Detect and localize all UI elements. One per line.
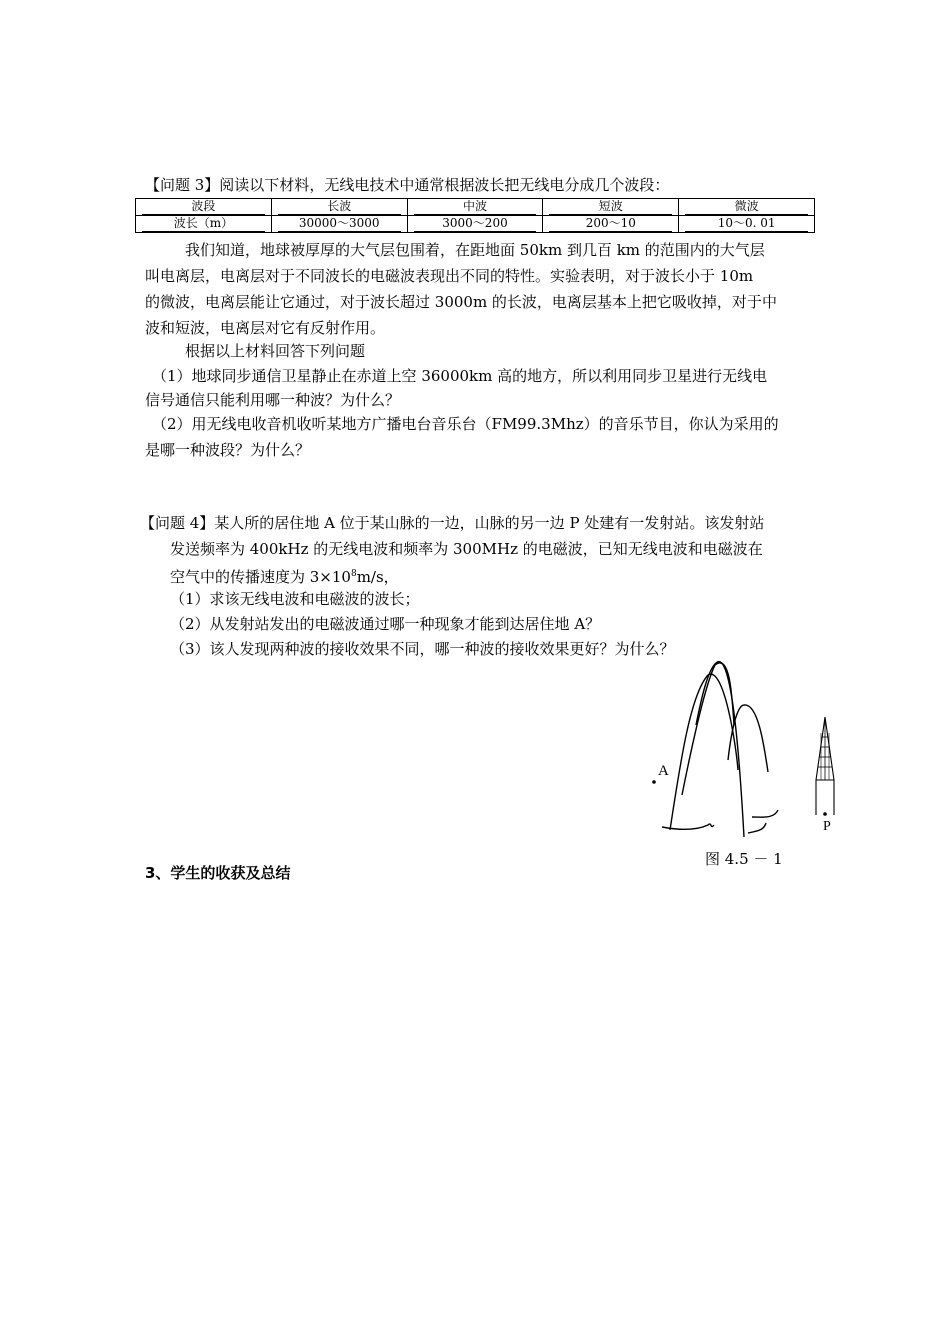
table-header-row xyxy=(136,199,815,216)
point-p-label: P xyxy=(823,819,831,834)
ground-line xyxy=(752,810,778,817)
q3-prompt: 根据以上材料回答下列问题 xyxy=(185,342,366,360)
figure-caption: 图 4.5 － 1 xyxy=(705,850,783,868)
q4-sub-question: （3）该人发现两种波的接收效果不同，哪一种波的接收效果更好？为什么？ xyxy=(170,640,675,658)
q4-line: 【问题 4】某人所的居住地 A 位于某山脉的一边，山脉的另一边 P 处建有一发射站。该发射站 xyxy=(140,514,765,532)
table-cell: 微波 xyxy=(679,199,815,216)
section-3-heading: 3、学生的收获及总结 xyxy=(145,864,291,882)
mountain-transmitter-figure xyxy=(640,655,850,840)
mountain-outline xyxy=(696,662,744,837)
q4-sub-question: （2）从发射站发出的电磁波通过哪一种现象才能到达居住地 A？ xyxy=(170,615,601,633)
q3-question-2-cont: 是哪一种波段？为什么？ xyxy=(145,441,311,459)
table-cell: 波长（m） xyxy=(136,216,272,233)
mountain-outline xyxy=(682,663,734,795)
q3-question-1: （1）地球同步通信卫星静止在赤道上空 36000km 高的地方，所以利用同步卫星进行无线电 xyxy=(152,367,768,385)
table-cell: 3000～200 xyxy=(407,216,543,233)
point-a-label: A xyxy=(658,763,669,779)
q3-paragraph-line: 的微波，电离层能让它通过，对于波长超过 3000m 的长波，电离层基本上把它吸收掉，对于中 xyxy=(145,293,777,311)
q4-line: 发送频率为 400kHz 的无线电波和频率为 300MHz 的电磁波，已知无线电波和电磁波在 xyxy=(170,540,763,558)
q3-paragraph-line: 叫电离层，电离层对于不同波长的电磁波表现出不同的特性。实验表明，对于波长小于 10m xyxy=(145,267,754,285)
table-cell: 长波 xyxy=(271,199,407,216)
table-cell: 中波 xyxy=(407,199,543,216)
table-row xyxy=(136,216,815,233)
point-a-marker xyxy=(652,780,656,784)
q4-sub-question: （1）求该无线电波和电磁波的波长； xyxy=(170,590,420,608)
table-cell: 30000～3000 xyxy=(271,216,407,233)
table-cell: 短波 xyxy=(543,199,679,216)
table-cell: 波段 xyxy=(136,199,272,216)
q3-paragraph-line: 波和短波，电离层对它有反射作用。 xyxy=(145,319,386,337)
table-cell: 200～10 xyxy=(543,216,679,233)
ground-line xyxy=(748,823,766,833)
q3-intro: 【问题 3】阅读以下材料，无线电技术中通常根据波长把无线电分成几个波段： xyxy=(145,176,670,194)
q3-question-1-cont: 信号通信只能利用哪一种波？为什么？ xyxy=(145,391,401,409)
q3-paragraph-line: 我们知道，地球被厚厚的大气层包围着，在距地面 50km 到几百 km 的范围内的大气层 xyxy=(185,241,765,259)
transmitter-tower-icon xyxy=(816,717,834,815)
ground-line xyxy=(662,824,714,829)
wavelength-table xyxy=(135,198,815,233)
q4-speed-line: 空气中的传播速度为 $3\times 10^8m/s$， xyxy=(170,568,399,586)
point-p-marker xyxy=(823,812,827,816)
q3-question-2: （2）用无线电收音机收听某地方广播电台音乐台（FM99.3Mhz）的音乐节目，你认为采用的 xyxy=(152,415,779,433)
table-cell: 10～0. 01 xyxy=(679,216,815,233)
